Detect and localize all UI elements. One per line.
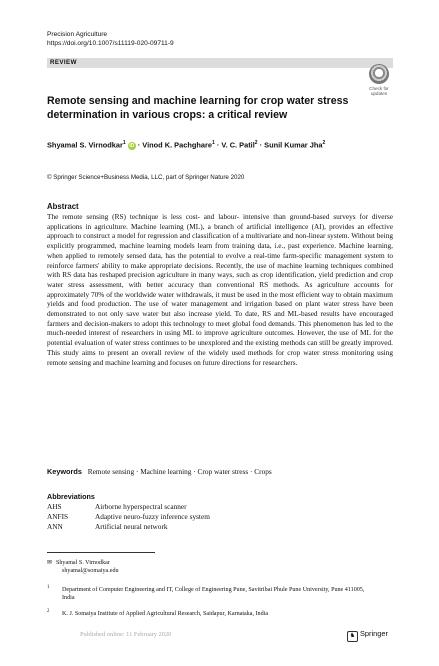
footnote-divider <box>47 552 155 553</box>
author-name[interactable]: Sunil Kumar Jha <box>264 140 323 150</box>
orcid-icon[interactable]: iD <box>129 143 135 150</box>
copyright-notice: © Springer Science+Business Media, LLC, part of Springer Nature 2020 <box>47 174 245 181</box>
published-date: Published online: 11 February 2020 <box>80 631 172 638</box>
affiliation: 1 Department of Computer Engineering and IT, College of Engineering Pune, Savitribai Phule Pune University, Pune 411005, India <box>47 585 365 601</box>
section-label-bar <box>47 58 393 68</box>
article-title: Remote sensing and machine learning for crop water stress determination in various crops: a critical review <box>47 95 349 121</box>
springer-horse-icon: ♞ <box>347 631 358 642</box>
author-list: Shyamal S. Virnodkar$^1$ iD · Vinod K. Pachghare$^1$ · V. C. Patil$^2$ · Sunil Kumar Jha$^2$ <box>47 140 326 150</box>
contact-email[interactable]: shyamal@somaiya.edu <box>62 568 119 574</box>
check-for-updates-badge[interactable] <box>365 64 393 96</box>
keywords-text: Remote sensing · Machine learning · Crop water stress · Crops <box>87 467 272 476</box>
keywords-line <box>47 467 393 476</box>
abstract-text: The remote sensing (RS) technique is less cost- and labour- intensive than ground-based surveys for diverse applications in agriculture. Machine learning (ML), a branch of artificial intelligence (AI), provides an effective approach to construct a model for regression and classification of a multivariate and non-linear system. Without being explicitly programmed, machine learning models learn from training data, i.e., past experience. Machine learning, when applied to remotely sensed data, has the potential to evolve a real-time farm-specific management system to reinforce farmers' ability to make appropriate decisions. Recently, the use of machine learning techniques combined with RS data has reshaped precision agriculture in many ways, such as crop identification, yield prediction and crop water stress assessment, with better accuracy than conventional RS methods. As agriculture accounts for approximately 70% of the worldwide water withdrawals, it must be used in the most efficient way to obtain maximum yields and food production. The use of water management and irrigation based on plant water stress have been demonstrated to not only save water but also increase yield. To date, RS and ML-based results have encouraged farmers and decision-makers to adopt this technology to meet global food demands. This phenomenon has led to the much-needed interest of researchers in using ML to improve agriculture outcomes. However, the use of ML for the potential evaluation of water stress continues to be unexplored and the existing methods can still be greatly improved. This study aims to present an overall review of the widely used methods for crop water stress monitoring using remote sensing and machine learning and focuses on future directions for researchers. <box>47 212 393 367</box>
author-name[interactable]: Vinod K. Pachghare <box>142 140 212 150</box>
abbreviations-heading: Abbreviations <box>47 492 95 501</box>
publisher-logo <box>347 629 388 642</box>
badge-text: Check for updates <box>369 86 389 96</box>
corresponding-author <box>47 559 119 575</box>
author-name[interactable]: Shyamal S. Virnodkar <box>47 140 123 150</box>
section-label: REVIEW <box>50 59 77 66</box>
publisher-name: Springer <box>360 629 388 638</box>
abstract-heading: Abstract <box>47 202 79 211</box>
check-for-updates-icon <box>369 64 389 84</box>
contact-name: Shyamal S. Virnodkar <box>56 560 110 566</box>
author-name[interactable]: V. C. Patil <box>221 140 255 150</box>
keywords-label: Keywords <box>47 467 82 476</box>
envelope-icon: ✉ <box>47 560 53 566</box>
doi-link[interactable]: https://doi.org/10.1007/s11119-020-09711-9 <box>47 40 174 47</box>
journal-header <box>47 30 174 48</box>
affiliation: 2 K. J. Somaiya Institute of Applied Agricultural Research, Saidapur, Karnataka, India <box>47 609 269 617</box>
journal-name: Precision Agriculture <box>47 31 108 38</box>
